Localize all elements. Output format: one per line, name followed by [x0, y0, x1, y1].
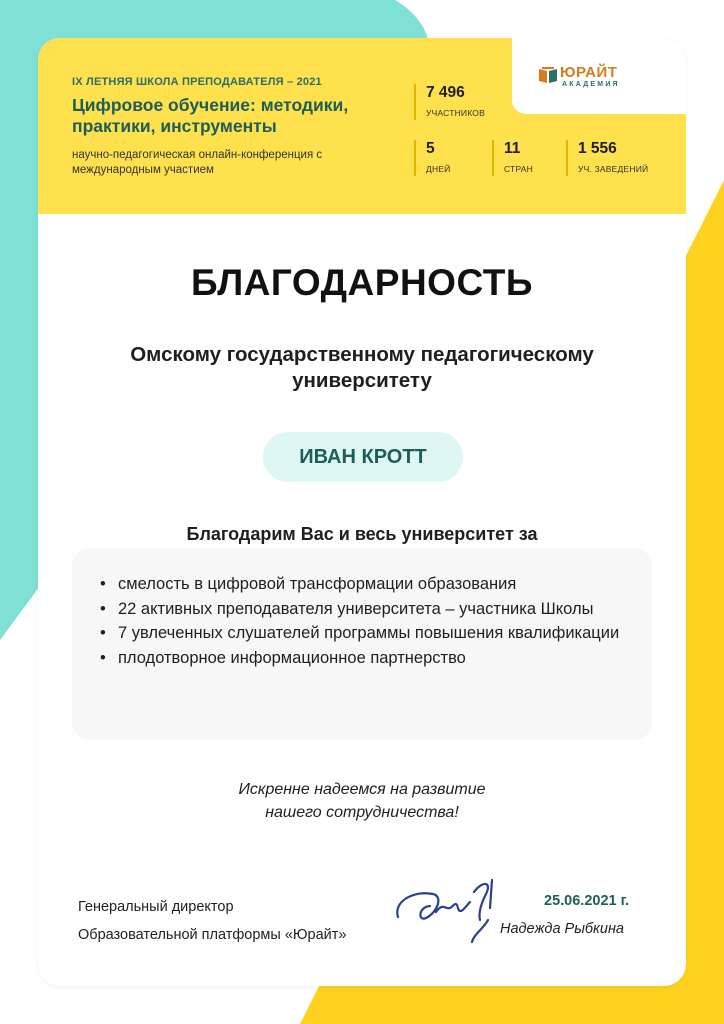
certificate-title: БЛАГОДАРНОСТЬ [191, 262, 533, 303]
list-item [100, 599, 640, 621]
event-description: научно-педагогическая онлайн-конференция с международным участием [72, 149, 323, 176]
event-subject: Цифровое обучение: методики, практики, инструменты [72, 95, 349, 136]
stat-participants-label: УЧАСТНИКОВ [426, 108, 485, 118]
signer-role [78, 893, 418, 949]
list-item-text: смелость в цифровой трансформации образования [118, 575, 517, 593]
stat-institutions-label: УЧ. ЗАВЕДЕНИЙ [578, 164, 649, 174]
event-title: IX ЛЕТНЯЯ ШКОЛА ПРЕПОДАВАТЕЛЯ – 2021 [72, 76, 322, 88]
stat-participants-value: 7 496 [426, 84, 465, 101]
list-item-text: плодотворное информационное партнерство [118, 648, 466, 667]
certificate-card [38, 38, 686, 986]
list-item [100, 648, 640, 670]
stat-days-label: ДНЕЙ [426, 164, 451, 174]
event-header [38, 38, 686, 214]
thanks-intro: Благодарим Вас и весь университет за [186, 524, 538, 544]
stat-countries [492, 140, 533, 176]
person-name-badge: ИВАН КРОТТ [263, 432, 463, 482]
bullet-icon: • [100, 575, 106, 593]
stat-countries-label: СТРАН [504, 164, 533, 174]
stat-days-value: 5 [426, 140, 435, 157]
bullet-icon: • [100, 648, 106, 667]
signer-role-line-1: Генеральный директор [78, 899, 234, 915]
list-item [100, 574, 640, 596]
signer-role-line-2: Образовательной платформы «Юрайт» [78, 927, 347, 943]
closing-text [38, 778, 686, 824]
bullet-icon: • [100, 599, 106, 618]
bullet-icon: • [100, 624, 106, 642]
logo [512, 38, 686, 114]
logo-book-icon [538, 66, 558, 84]
list-item-text: 22 активных преподавателя университета – участника Школы [118, 599, 594, 618]
handwritten-signature [388, 872, 508, 952]
closing-line-2: нашего сотрудничества! [265, 804, 459, 821]
closing-line-1: Искренне надеемся на развитие [238, 781, 486, 798]
stat-institutions-value: 1 556 [578, 140, 617, 157]
stat-participants [414, 84, 485, 120]
signature-date: 25.06.2021 г. [544, 893, 630, 909]
list-item-text: 7 увлеченных слушателей программы повышения квалификации [118, 624, 620, 642]
stat-institutions [566, 140, 648, 176]
signer-name: Надежда Рыбкина [500, 921, 624, 937]
thanks-list [100, 574, 640, 672]
recipient-organization: Омскому государственному педагогическому университету [130, 343, 594, 392]
list-item [100, 623, 640, 645]
logo-subtitle: АКАДЕМИЯ [562, 81, 620, 88]
thanks-list-box [72, 548, 652, 740]
logo-name: ЮРАЙТ [560, 64, 618, 81]
stat-days [414, 140, 450, 176]
stat-countries-value: 11 [504, 140, 521, 157]
